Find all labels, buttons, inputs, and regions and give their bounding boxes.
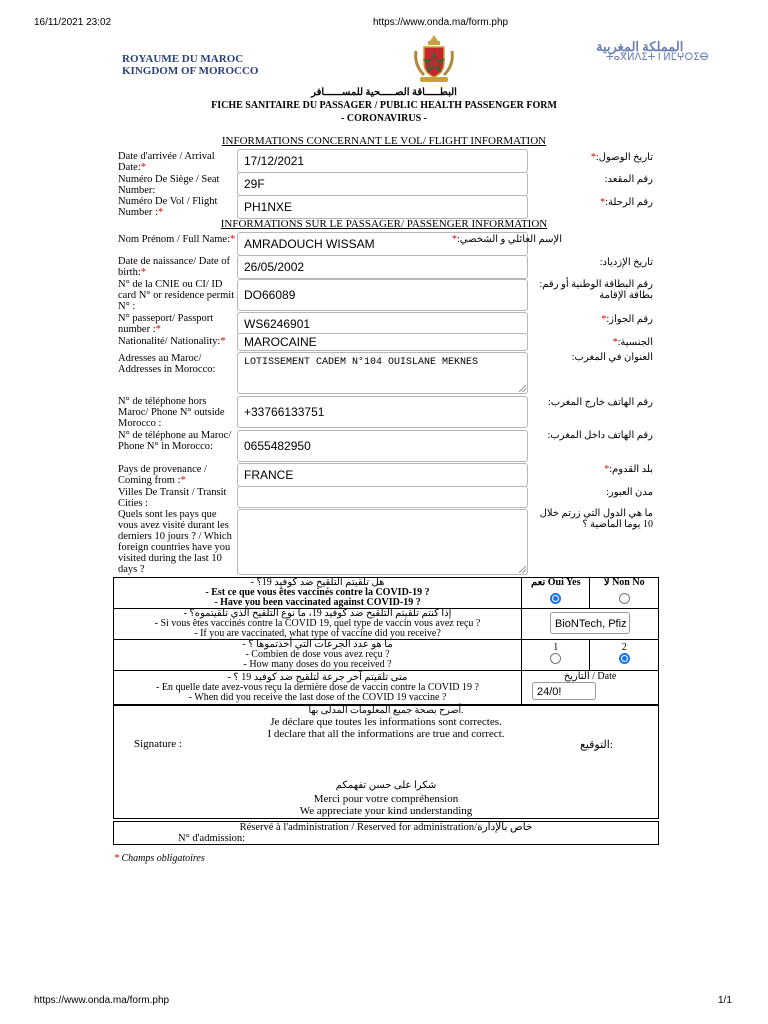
doses-row <box>114 640 659 671</box>
transit-label: Villes De Transit / Transit Cities : <box>118 487 227 509</box>
declaration-ar: أصرح بصحة جميع المعلومات المدلى بها. <box>308 706 464 716</box>
seat-ar-label: رقم المقعد: <box>604 174 653 185</box>
cnie-label: N° de la CNIE ou CI/ ID card N° or residence permit N° : <box>118 279 235 312</box>
flight-number-input[interactable]: PH1NXE <box>237 195 528 219</box>
phone-out-label: N° de téléphone hors Maroc/ Phone N° outside Morocco : <box>118 396 225 429</box>
phone-out-ar-label: رقم الهاتف خارج المغرب: <box>547 397 653 408</box>
vaccine-type-cell <box>522 609 659 640</box>
flight-number-label: Numéro De Vol / Flight Number :* <box>118 196 218 218</box>
full-name-input[interactable]: AMRADOUCH WISSAM <box>237 232 528 256</box>
moroccan-crest-icon <box>412 33 456 85</box>
passport-ar-label: رقم الجواز:* <box>601 314 653 325</box>
origin-ar-label: بلد القدوم:* <box>604 464 653 475</box>
declaration-fr: Je déclare que toutes les informations sont correctes. <box>270 716 502 728</box>
declaration-box <box>113 705 659 819</box>
declaration-en: I declare that all the informations are true and correct. <box>267 728 505 740</box>
dose-1-radio[interactable] <box>550 653 561 664</box>
dose-1-cell: 1 <box>522 640 590 671</box>
print-footer-url: https://www.onda.ma/form.php <box>34 995 170 1006</box>
kingdom-header <box>122 53 258 77</box>
arabic-form-title: البطـــــاقة الصـــــحية للمســــــافر <box>311 87 457 98</box>
transit-input[interactable] <box>237 486 528 508</box>
thanks-en: We appreciate your kind understanding <box>299 805 473 817</box>
birth-label: Date de naissance/ Date of birth:* <box>118 256 230 278</box>
birth-date-input[interactable]: 26/05/2002 <box>237 255 528 279</box>
arabic-kingdom: المملكة المغربية <box>596 39 684 54</box>
kingdom-text: KINGDOM OF MOROCCO <box>122 65 259 77</box>
origin-label: Pays de provenance / Coming from :* <box>118 464 207 486</box>
nationality-input[interactable]: MAROCAINE <box>237 333 528 351</box>
vaccinated-question: - هل تلقيتم التلقيح ضد كوفيد 19؟ - Est ce que vous êtes vaccinés contre la COVID-19 ? - Have you been vaccinated against COVID-19 ? <box>114 578 522 609</box>
signature-label: Signature : <box>134 738 182 750</box>
countries-label: Quels sont les pays que vous avez visité durant les derniers 10 jours ? / Which foreign countries have you visited during the last 10 days ? <box>118 509 232 575</box>
transit-ar-label: مدن العبور: <box>606 487 653 498</box>
vaccinated-row <box>114 578 659 609</box>
phone-morocco-input[interactable]: 0655482950 <box>237 430 528 462</box>
address-ar-label: العنوان في المغرب: <box>571 352 653 363</box>
arrival-ar-label: تاريخ الوصول:* <box>590 152 653 163</box>
countries-textarea[interactable] <box>237 509 528 575</box>
cnie-input[interactable]: DO66089 <box>237 279 528 311</box>
cnie-ar-label: رقم البطاقة الوطنية أو رقم: بطاقة الإقامة <box>539 279 653 301</box>
resize-handle-icon[interactable] <box>519 385 526 392</box>
nationality-ar-label: الجنسية:* <box>612 337 653 348</box>
no-cell: لا Non No <box>590 578 659 609</box>
vaccine-type-input[interactable]: BioNTech, Pfiz <box>550 612 630 634</box>
required-footnote: * Champs obligatoires <box>114 853 205 864</box>
birth-ar-label: تاريخ الإزدياد: <box>599 257 653 268</box>
form-title: FICHE SANITAIRE DU PASSAGER / PUBLIC HEALTH PASSENGER FORM <box>211 100 557 111</box>
vaccine-type-row <box>114 609 659 640</box>
dose-2-radio[interactable] <box>619 653 630 664</box>
resize-handle-icon[interactable] <box>519 566 526 573</box>
passenger-section-title: INFORMATIONS SUR LE PASSAGER/ PASSENGER INFORMATION <box>220 218 548 230</box>
arrival-date-input[interactable]: 17/12/2021 <box>237 149 528 173</box>
phone-in-ar-label: رقم الهاتف داخل المغرب: <box>547 430 653 441</box>
last-dose-row <box>114 671 659 705</box>
vaccinated-no-radio[interactable] <box>619 593 630 604</box>
vaccinated-yes-radio[interactable] <box>550 593 561 604</box>
name-ar-label: الإسم العائلي و الشخصي:* <box>452 234 562 245</box>
form-subtitle: - CORONAVIRUS - <box>341 113 427 124</box>
phone-in-label: N° de téléphone au Maroc/ Phone N° in Morocco: <box>118 430 232 452</box>
flight-ar-label: رقم الرحلة:* <box>600 197 653 208</box>
nationality-label: Nationalité/ Nationality:* <box>118 336 226 347</box>
vaccination-table <box>113 577 659 705</box>
vaccine-type-question: - إذا كنتم تلقيتم التلقيح ضد كوفيد 19، ما نوع التلقيح الذي تلقيتموه؟ - Si vous êtes vaccinés contre la COVID 19, quel type de vaccin vous avez reçu ? - If you are vaccinated, what type of vaccine did you receive? <box>114 609 522 640</box>
passport-label: N° passeport/ Passport number :* <box>118 313 214 335</box>
yes-cell: نعم Oui Yes <box>522 578 590 609</box>
name-label: Nom Prénom / Full Name:* <box>118 234 236 245</box>
signature-ar-label: التوقيع: <box>580 739 613 751</box>
arrival-label: Date d'arrivée / Arrival Date:* <box>118 151 215 173</box>
thanks-fr: Merci pour votre compréhension <box>313 793 459 805</box>
address-label: Adresses au Maroc/ Addresses in Morocco: <box>118 353 216 375</box>
doses-question: - ما هو عدد الجرعات التي أخذتموها ؟ - Combien de dose vous avez reçu ? - How many doses do you received ? <box>114 640 522 671</box>
countries-ar-label: ما هي الدول التي زرتم خلال 10 يوما الماضية ؟ <box>539 508 653 530</box>
address-textarea[interactable]: LOTISSEMENT CADEM N°104 OUISLANE MEKNES <box>237 352 528 394</box>
print-page-count: 1/1 <box>718 995 732 1006</box>
tifinagh-kingdom: ⵜⴰⴳⵍⴷⵉⵜ ⵏ ⵍⵎⵖⵔⵉⴱ <box>606 52 709 63</box>
flight-section-title: INFORMATIONS CONCERNANT LE VOL/ FLIGHT INFORMATION <box>221 135 547 147</box>
phone-outside-input[interactable]: +33766133751 <box>237 396 528 428</box>
last-dose-date-input[interactable]: 24/0! <box>532 682 596 700</box>
passport-input[interactable]: WS6246901 <box>237 312 528 336</box>
print-url: https://www.onda.ma/form.php <box>373 17 509 28</box>
thanks-ar: شكرا على حسن تفهمكم <box>335 780 437 791</box>
origin-input[interactable]: FRANCE <box>237 463 528 487</box>
last-dose-question: - متى تلقيتم آخر جرعة لتلقيح ضد كوفيد 19 ؟ - En quelle date avez-vous reçu la dernière dose de vaccin contre la COVID 19 ? - When did you receive the last dose of the COVID 19 vaccine ? <box>114 671 522 705</box>
seat-label: Numéro De Siège / Seat Number: <box>118 174 220 196</box>
royaume-text: ROYAUME DU MAROC <box>122 53 244 65</box>
admin-reserved: Réservé à l'administration / Reserved for administration/خاص بالإدارة <box>239 822 533 833</box>
dose-2-cell: 2 <box>590 640 659 671</box>
admission-label: N° d'admission: <box>178 833 246 844</box>
seat-input[interactable]: 29F <box>237 172 528 196</box>
admin-box <box>113 821 659 845</box>
print-datetime: 16/11/2021 23:02 <box>34 17 112 28</box>
last-dose-cell: التاريخ / Date 24/0! <box>522 671 659 705</box>
